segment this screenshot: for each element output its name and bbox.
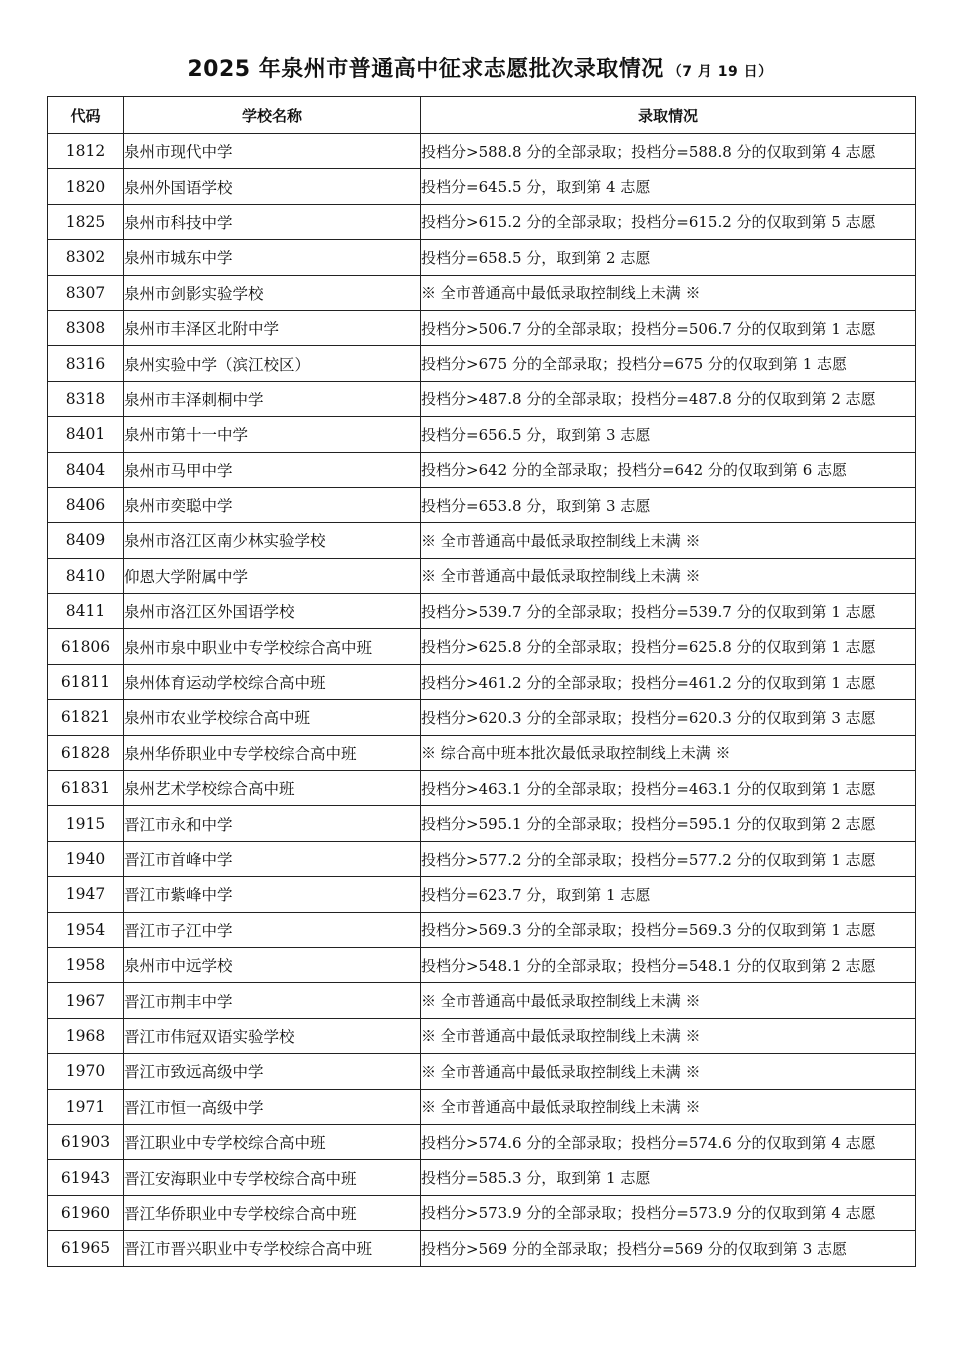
cell-school: 泉州市农业学校综合高中班	[124, 700, 421, 735]
table-row	[48, 1124, 916, 1159]
cell-code: 8406	[48, 487, 124, 522]
table-row	[48, 204, 916, 239]
cell-code: 61821	[48, 700, 124, 735]
cell-code: 8316	[48, 346, 124, 381]
cell-code: 61903	[48, 1124, 124, 1159]
cell-school: 晋江市紫峰中学	[124, 877, 421, 912]
cell-code: 61811	[48, 664, 124, 699]
cell-result: 投档分>625.8 分的全部录取；投档分=625.8 分的仅取到第 1 志愿	[421, 629, 916, 664]
cell-code: 1968	[48, 1018, 124, 1053]
table-row	[48, 346, 916, 381]
cell-code: 8308	[48, 310, 124, 345]
table-body	[48, 134, 916, 1267]
table-header-row	[48, 97, 916, 134]
cell-school: 泉州市第十一中学	[124, 417, 421, 452]
cell-code: 61943	[48, 1160, 124, 1195]
cell-school: 晋江市致远高级中学	[124, 1054, 421, 1089]
cell-code: 1940	[48, 841, 124, 876]
cell-result: 投档分=623.7 分，取到第 1 志愿	[421, 877, 916, 912]
cell-result: 投档分>574.6 分的全部录取；投档分=574.6 分的仅取到第 4 志愿	[421, 1124, 916, 1159]
cell-code: 61960	[48, 1195, 124, 1230]
cell-result: 投档分=656.5 分，取到第 3 志愿	[421, 417, 916, 452]
table-row	[48, 700, 916, 735]
cell-school: 晋江市永和中学	[124, 806, 421, 841]
table-row	[48, 735, 916, 770]
cell-code: 61828	[48, 735, 124, 770]
table-row	[48, 1195, 916, 1230]
cell-school: 晋江安海职业中专学校综合高中班	[124, 1160, 421, 1195]
table-row	[48, 558, 916, 593]
table-row	[48, 240, 916, 275]
cell-result: 投档分=653.8 分，取到第 3 志愿	[421, 487, 916, 522]
cell-result: ※ 全市普通高中最低录取控制线上未满 ※	[421, 1018, 916, 1053]
cell-school: 泉州华侨职业中专学校综合高中班	[124, 735, 421, 770]
cell-result: ※ 全市普通高中最低录取控制线上未满 ※	[421, 1054, 916, 1089]
cell-code: 8307	[48, 275, 124, 310]
cell-result: 投档分>487.8 分的全部录取；投档分=487.8 分的仅取到第 2 志愿	[421, 381, 916, 416]
cell-code: 8409	[48, 523, 124, 558]
cell-result: ※ 全市普通高中最低录取控制线上未满 ※	[421, 558, 916, 593]
cell-school: 泉州市丰泽区北附中学	[124, 310, 421, 345]
cell-school: 泉州市马甲中学	[124, 452, 421, 487]
cell-result: 投档分>642 分的全部录取；投档分=642 分的仅取到第 6 志愿	[421, 452, 916, 487]
cell-result: ※ 综合高中班本批次最低录取控制线上未满 ※	[421, 735, 916, 770]
cell-code: 8404	[48, 452, 124, 487]
table-row	[48, 1054, 916, 1089]
cell-school: 泉州市丰泽刺桐中学	[124, 381, 421, 416]
cell-code: 1915	[48, 806, 124, 841]
cell-result: 投档分>588.8 分的全部录取；投档分=588.8 分的仅取到第 4 志愿	[421, 134, 916, 169]
cell-school: 泉州市奕聪中学	[124, 487, 421, 522]
cell-result: 投档分>569 分的全部录取；投档分=569 分的仅取到第 3 志愿	[421, 1231, 916, 1266]
table-row	[48, 877, 916, 912]
cell-code: 61965	[48, 1231, 124, 1266]
cell-result: 投档分>595.1 分的全部录取；投档分=595.1 分的仅取到第 2 志愿	[421, 806, 916, 841]
cell-result: ※ 全市普通高中最低录取控制线上未满 ※	[421, 523, 916, 558]
header-code: 代码	[48, 97, 124, 134]
cell-result: 投档分=658.5 分，取到第 2 志愿	[421, 240, 916, 275]
cell-result: ※ 全市普通高中最低录取控制线上未满 ※	[421, 983, 916, 1018]
cell-result: 投档分>506.7 分的全部录取；投档分=506.7 分的仅取到第 1 志愿	[421, 310, 916, 345]
cell-code: 1947	[48, 877, 124, 912]
cell-code: 8318	[48, 381, 124, 416]
cell-school: 泉州市现代中学	[124, 134, 421, 169]
cell-code: 8410	[48, 558, 124, 593]
admission-table	[47, 96, 916, 1267]
page-title	[0, 52, 960, 88]
table-row	[48, 947, 916, 982]
table-row	[48, 134, 916, 169]
table-row	[48, 983, 916, 1018]
cell-school: 泉州体育运动学校综合高中班	[124, 664, 421, 699]
cell-result: 投档分>548.1 分的全部录取；投档分=548.1 分的仅取到第 2 志愿	[421, 947, 916, 982]
cell-code: 1967	[48, 983, 124, 1018]
cell-code: 1825	[48, 204, 124, 239]
cell-school: 泉州市城东中学	[124, 240, 421, 275]
cell-school: 晋江市子江中学	[124, 912, 421, 947]
cell-result: ※ 全市普通高中最低录取控制线上未满 ※	[421, 275, 916, 310]
cell-code: 8401	[48, 417, 124, 452]
cell-school: 泉州市科技中学	[124, 204, 421, 239]
title-main: 2025 年泉州市普通高中征求志愿批次录取情况	[187, 57, 664, 82]
cell-school: 泉州市中远学校	[124, 947, 421, 982]
cell-result: 投档分>675 分的全部录取；投档分=675 分的仅取到第 1 志愿	[421, 346, 916, 381]
cell-code: 1820	[48, 169, 124, 204]
cell-code: 8411	[48, 594, 124, 629]
cell-code: 1812	[48, 134, 124, 169]
table-row	[48, 310, 916, 345]
cell-code: 1970	[48, 1054, 124, 1089]
table-row	[48, 771, 916, 806]
table-row	[48, 487, 916, 522]
table-row	[48, 1231, 916, 1266]
cell-school: 晋江市伟冠双语实验学校	[124, 1018, 421, 1053]
table-row	[48, 664, 916, 699]
cell-code: 61831	[48, 771, 124, 806]
table-row	[48, 381, 916, 416]
cell-result: 投档分>461.2 分的全部录取；投档分=461.2 分的仅取到第 1 志愿	[421, 664, 916, 699]
cell-school: 晋江市首峰中学	[124, 841, 421, 876]
table-row	[48, 1089, 916, 1124]
cell-school: 仰恩大学附属中学	[124, 558, 421, 593]
cell-result: 投档分>615.2 分的全部录取；投档分=615.2 分的仅取到第 5 志愿	[421, 204, 916, 239]
cell-result: 投档分=645.5 分，取到第 4 志愿	[421, 169, 916, 204]
table-row	[48, 169, 916, 204]
table-row	[48, 275, 916, 310]
table-row	[48, 841, 916, 876]
header-school: 学校名称	[124, 97, 421, 134]
cell-code: 8302	[48, 240, 124, 275]
cell-school: 泉州艺术学校综合高中班	[124, 771, 421, 806]
cell-school: 晋江市荆丰中学	[124, 983, 421, 1018]
cell-school: 泉州市剑影实验学校	[124, 275, 421, 310]
cell-school: 泉州市泉中职业中专学校综合高中班	[124, 629, 421, 664]
cell-result: ※ 全市普通高中最低录取控制线上未满 ※	[421, 1089, 916, 1124]
cell-school: 泉州实验中学（滨江校区）	[124, 346, 421, 381]
cell-school: 泉州市洛江区外国语学校	[124, 594, 421, 629]
cell-code: 1958	[48, 947, 124, 982]
cell-school: 晋江市晋兴职业中专学校综合高中班	[124, 1231, 421, 1266]
title-date: （7 月 19 日）	[667, 64, 773, 80]
cell-school: 晋江市恒一高级中学	[124, 1089, 421, 1124]
cell-result: 投档分>569.3 分的全部录取；投档分=569.3 分的仅取到第 1 志愿	[421, 912, 916, 947]
table-row	[48, 452, 916, 487]
table-row	[48, 594, 916, 629]
table-row	[48, 1018, 916, 1053]
table-row	[48, 912, 916, 947]
cell-result: 投档分>539.7 分的全部录取；投档分=539.7 分的仅取到第 1 志愿	[421, 594, 916, 629]
cell-result: 投档分>573.9 分的全部录取；投档分=573.9 分的仅取到第 4 志愿	[421, 1195, 916, 1230]
cell-school: 晋江职业中专学校综合高中班	[124, 1124, 421, 1159]
table-row	[48, 806, 916, 841]
cell-school: 泉州外国语学校	[124, 169, 421, 204]
table-row	[48, 1160, 916, 1195]
cell-school: 泉州市洛江区南少林实验学校	[124, 523, 421, 558]
cell-result: 投档分=585.3 分，取到第 1 志愿	[421, 1160, 916, 1195]
table-row	[48, 417, 916, 452]
table-row	[48, 629, 916, 664]
cell-result: 投档分>577.2 分的全部录取；投档分=577.2 分的仅取到第 1 志愿	[421, 841, 916, 876]
cell-code: 1971	[48, 1089, 124, 1124]
header-result: 录取情况	[421, 97, 916, 134]
cell-result: 投档分>620.3 分的全部录取；投档分=620.3 分的仅取到第 3 志愿	[421, 700, 916, 735]
table-row	[48, 523, 916, 558]
cell-code: 61806	[48, 629, 124, 664]
cell-result: 投档分>463.1 分的全部录取；投档分=463.1 分的仅取到第 1 志愿	[421, 771, 916, 806]
cell-school: 晋江华侨职业中专学校综合高中班	[124, 1195, 421, 1230]
cell-code: 1954	[48, 912, 124, 947]
